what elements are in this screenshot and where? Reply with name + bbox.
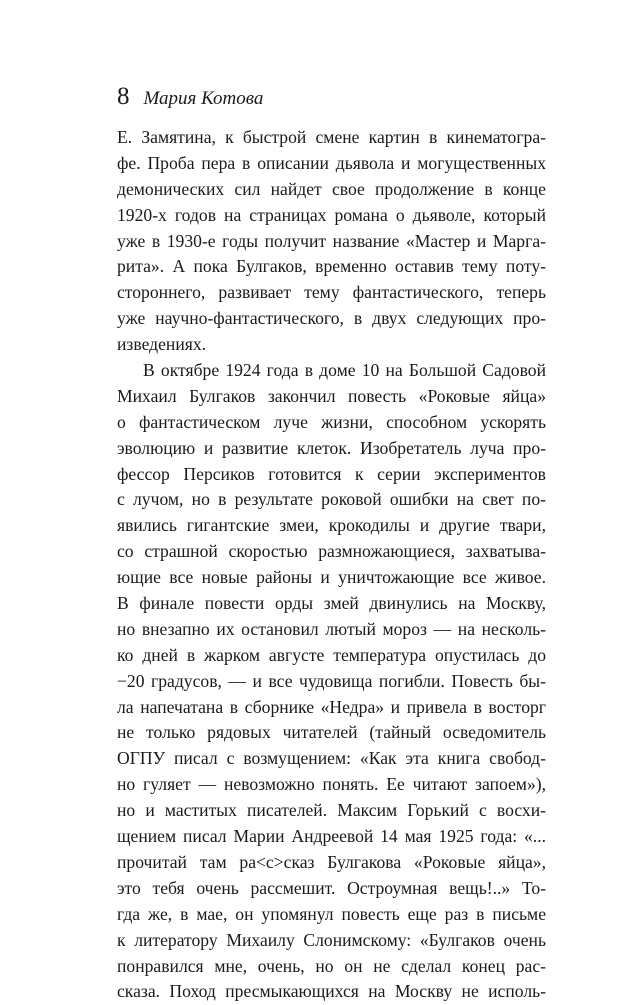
text-line: явились гигантские змеи, крокодилы и другие твари,	[117, 515, 546, 536]
text-line: но и маститых писателей. Максим Горький с восхи-	[117, 800, 546, 821]
text-line: стороннего, развивает тему фантастического, теперь	[117, 282, 546, 303]
text-line: ла напечатана в сборнике «Недра» и привела в восторг	[117, 696, 546, 717]
text-line: ющие все новые районы и уничтожающие все живое.	[117, 567, 546, 588]
text-line: эволюцию и развитие клеток. Изобретатель луча про-	[117, 437, 546, 458]
running-head-author: Мария Котова	[143, 88, 264, 109]
text-line: фе. Проба пера в описании дьявола и могущественных	[117, 152, 546, 173]
text-line: но гуляет — невозможно понять. Ее читают запоем»),	[117, 774, 546, 795]
text-line: прочитай там ра<с>сказ Булгакова «Роковые яйца»,	[117, 851, 546, 872]
text-line: демонических сил найдет свое продолжение в конце	[117, 178, 546, 199]
text-line: В финале повести орды змей двинулись на Москву,	[117, 593, 546, 614]
text-line: о фантастическом луче жизни, способном ускорять	[117, 411, 546, 432]
text-line: с лучом, но в результате роковой ошибки на свет по-	[117, 489, 546, 510]
page-number: 8	[117, 83, 130, 110]
text-line: это тебя очень рассмешит. Остроумная вещь!..» То-	[117, 877, 546, 898]
text-line: Михаил Булгаков закончил повесть «Роковые яйца»	[117, 385, 546, 406]
text-line: не только рядовых читателей (тайный осведомитель	[117, 722, 546, 743]
text-line: уже в 1930-е годы получит название «Мастер и Марга-	[117, 230, 546, 251]
text-line: фессор Персиков готовится к серии экспериментов	[117, 463, 546, 484]
text-line: В октябре 1924 года в доме 10 на Большой Садовой	[143, 360, 546, 381]
paragraph-1	[117, 125, 546, 358]
text-line: со страшной скоростью размножающиеся, захватыва-	[117, 541, 546, 562]
text-line: гда же, в мае, он упомянул повесть еще раз в письме	[117, 903, 546, 924]
text-line: изведениях.	[117, 334, 207, 355]
text-line: сказа. Поход пресмыкающихся на Москву не исполь-	[117, 981, 546, 1002]
text-line: ко дней в жарком августе температура опустилась до	[117, 644, 546, 665]
paragraph-2	[117, 358, 546, 1005]
text-line: −20 градусов, — и все чудовища погибли. Повесть бы-	[117, 670, 546, 691]
text-line: ОГПУ писал с возмущением: «Как эта книга свобод-	[117, 748, 546, 769]
text-line: понравился мне, очень, но он не сделал конец рас-	[117, 955, 546, 976]
text-line: щением писал Марии Андреевой 14 мая 1925 года: «...	[117, 826, 546, 847]
running-head	[117, 84, 263, 109]
text-line: уже научно-фантастического, в двух следующих про-	[117, 308, 546, 329]
text-line: 1920-х годов на страницах романа о дьяволе, который	[117, 204, 546, 225]
text-line: но внезапно их остановил лютый мороз — на несколь-	[117, 618, 546, 639]
text-line: к литератору Михаилу Слонимскому: «Булгаков очень	[117, 929, 546, 950]
text-line: Е. Замятина, к быстрой смене картин в кинематогра-	[117, 127, 546, 147]
body-text	[117, 125, 546, 1005]
text-line: рита». А пока Булгаков, временно оставив тему поту-	[117, 256, 546, 277]
